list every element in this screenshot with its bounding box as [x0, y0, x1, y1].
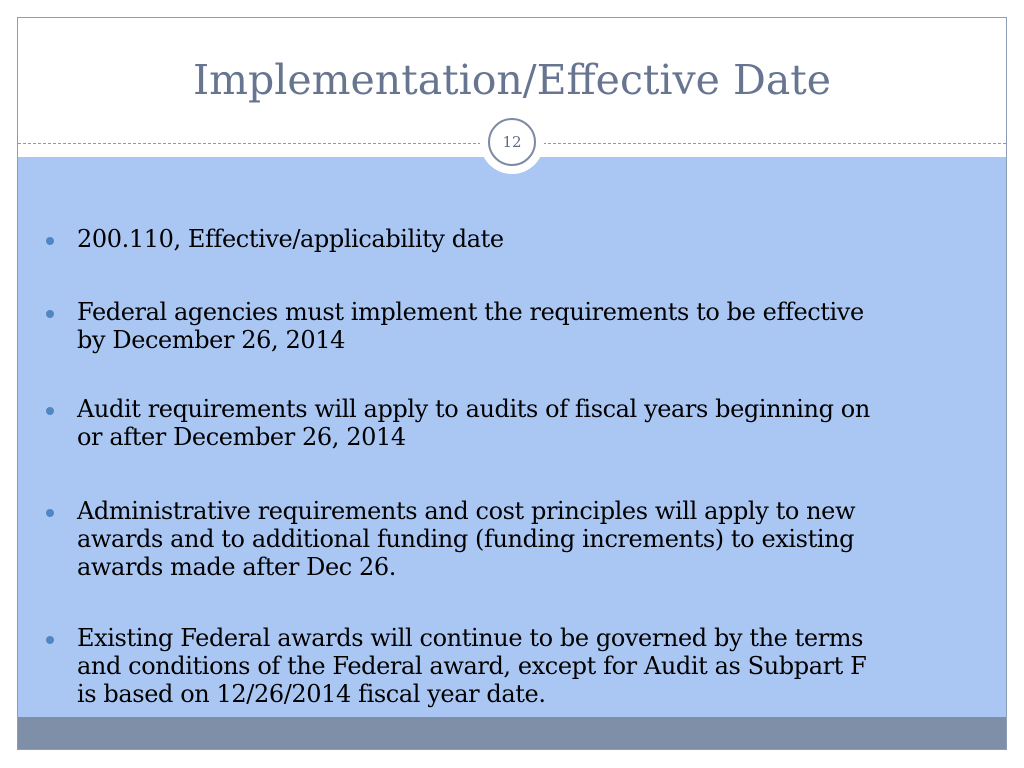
bullet-dot-icon	[46, 407, 54, 415]
page-number-badge	[480, 110, 544, 174]
bullet-dot-icon	[46, 636, 54, 644]
bullet-text	[77, 624, 977, 708]
bullet-line: or after December 26, 2014	[77, 423, 406, 451]
slide-title: Implementation/Effective Date	[192, 56, 832, 104]
bullet-line: by December 26, 2014	[77, 326, 345, 354]
bullet-line: Administrative requirements and cost principles will apply to new	[77, 497, 856, 525]
bullet-text	[77, 395, 977, 451]
bullet-text	[77, 225, 977, 253]
slide	[17, 17, 1007, 750]
bullet-line: Federal agencies must implement the requirements to be effective	[77, 298, 864, 326]
bullet-dot-icon	[46, 237, 54, 245]
bullet-line: is based on 12/26/2014 fiscal year date.	[77, 680, 546, 708]
bullet-line: 200.110, Effective/applicability date	[77, 225, 504, 253]
bullet-line: Existing Federal awards will continue to be governed by the terms	[77, 624, 864, 652]
page-number: 12	[488, 118, 536, 166]
content-area	[18, 157, 1006, 717]
bullet-line: awards and to additional funding (funding increments) to existing	[77, 525, 855, 553]
bullet-text	[77, 497, 977, 581]
bullet-line: awards made after Dec 26.	[77, 553, 397, 581]
bullet-line: and conditions of the Federal award, except for Audit as Subpart F	[77, 652, 867, 680]
bullet-list	[18, 157, 1006, 717]
bullet-dot-icon	[46, 310, 54, 318]
bullet-text	[77, 298, 977, 354]
bullet-line: Audit requirements will apply to audits of fiscal years beginning on	[77, 395, 870, 423]
bullet-dot-icon	[46, 509, 54, 517]
slide-footer	[18, 717, 1006, 750]
